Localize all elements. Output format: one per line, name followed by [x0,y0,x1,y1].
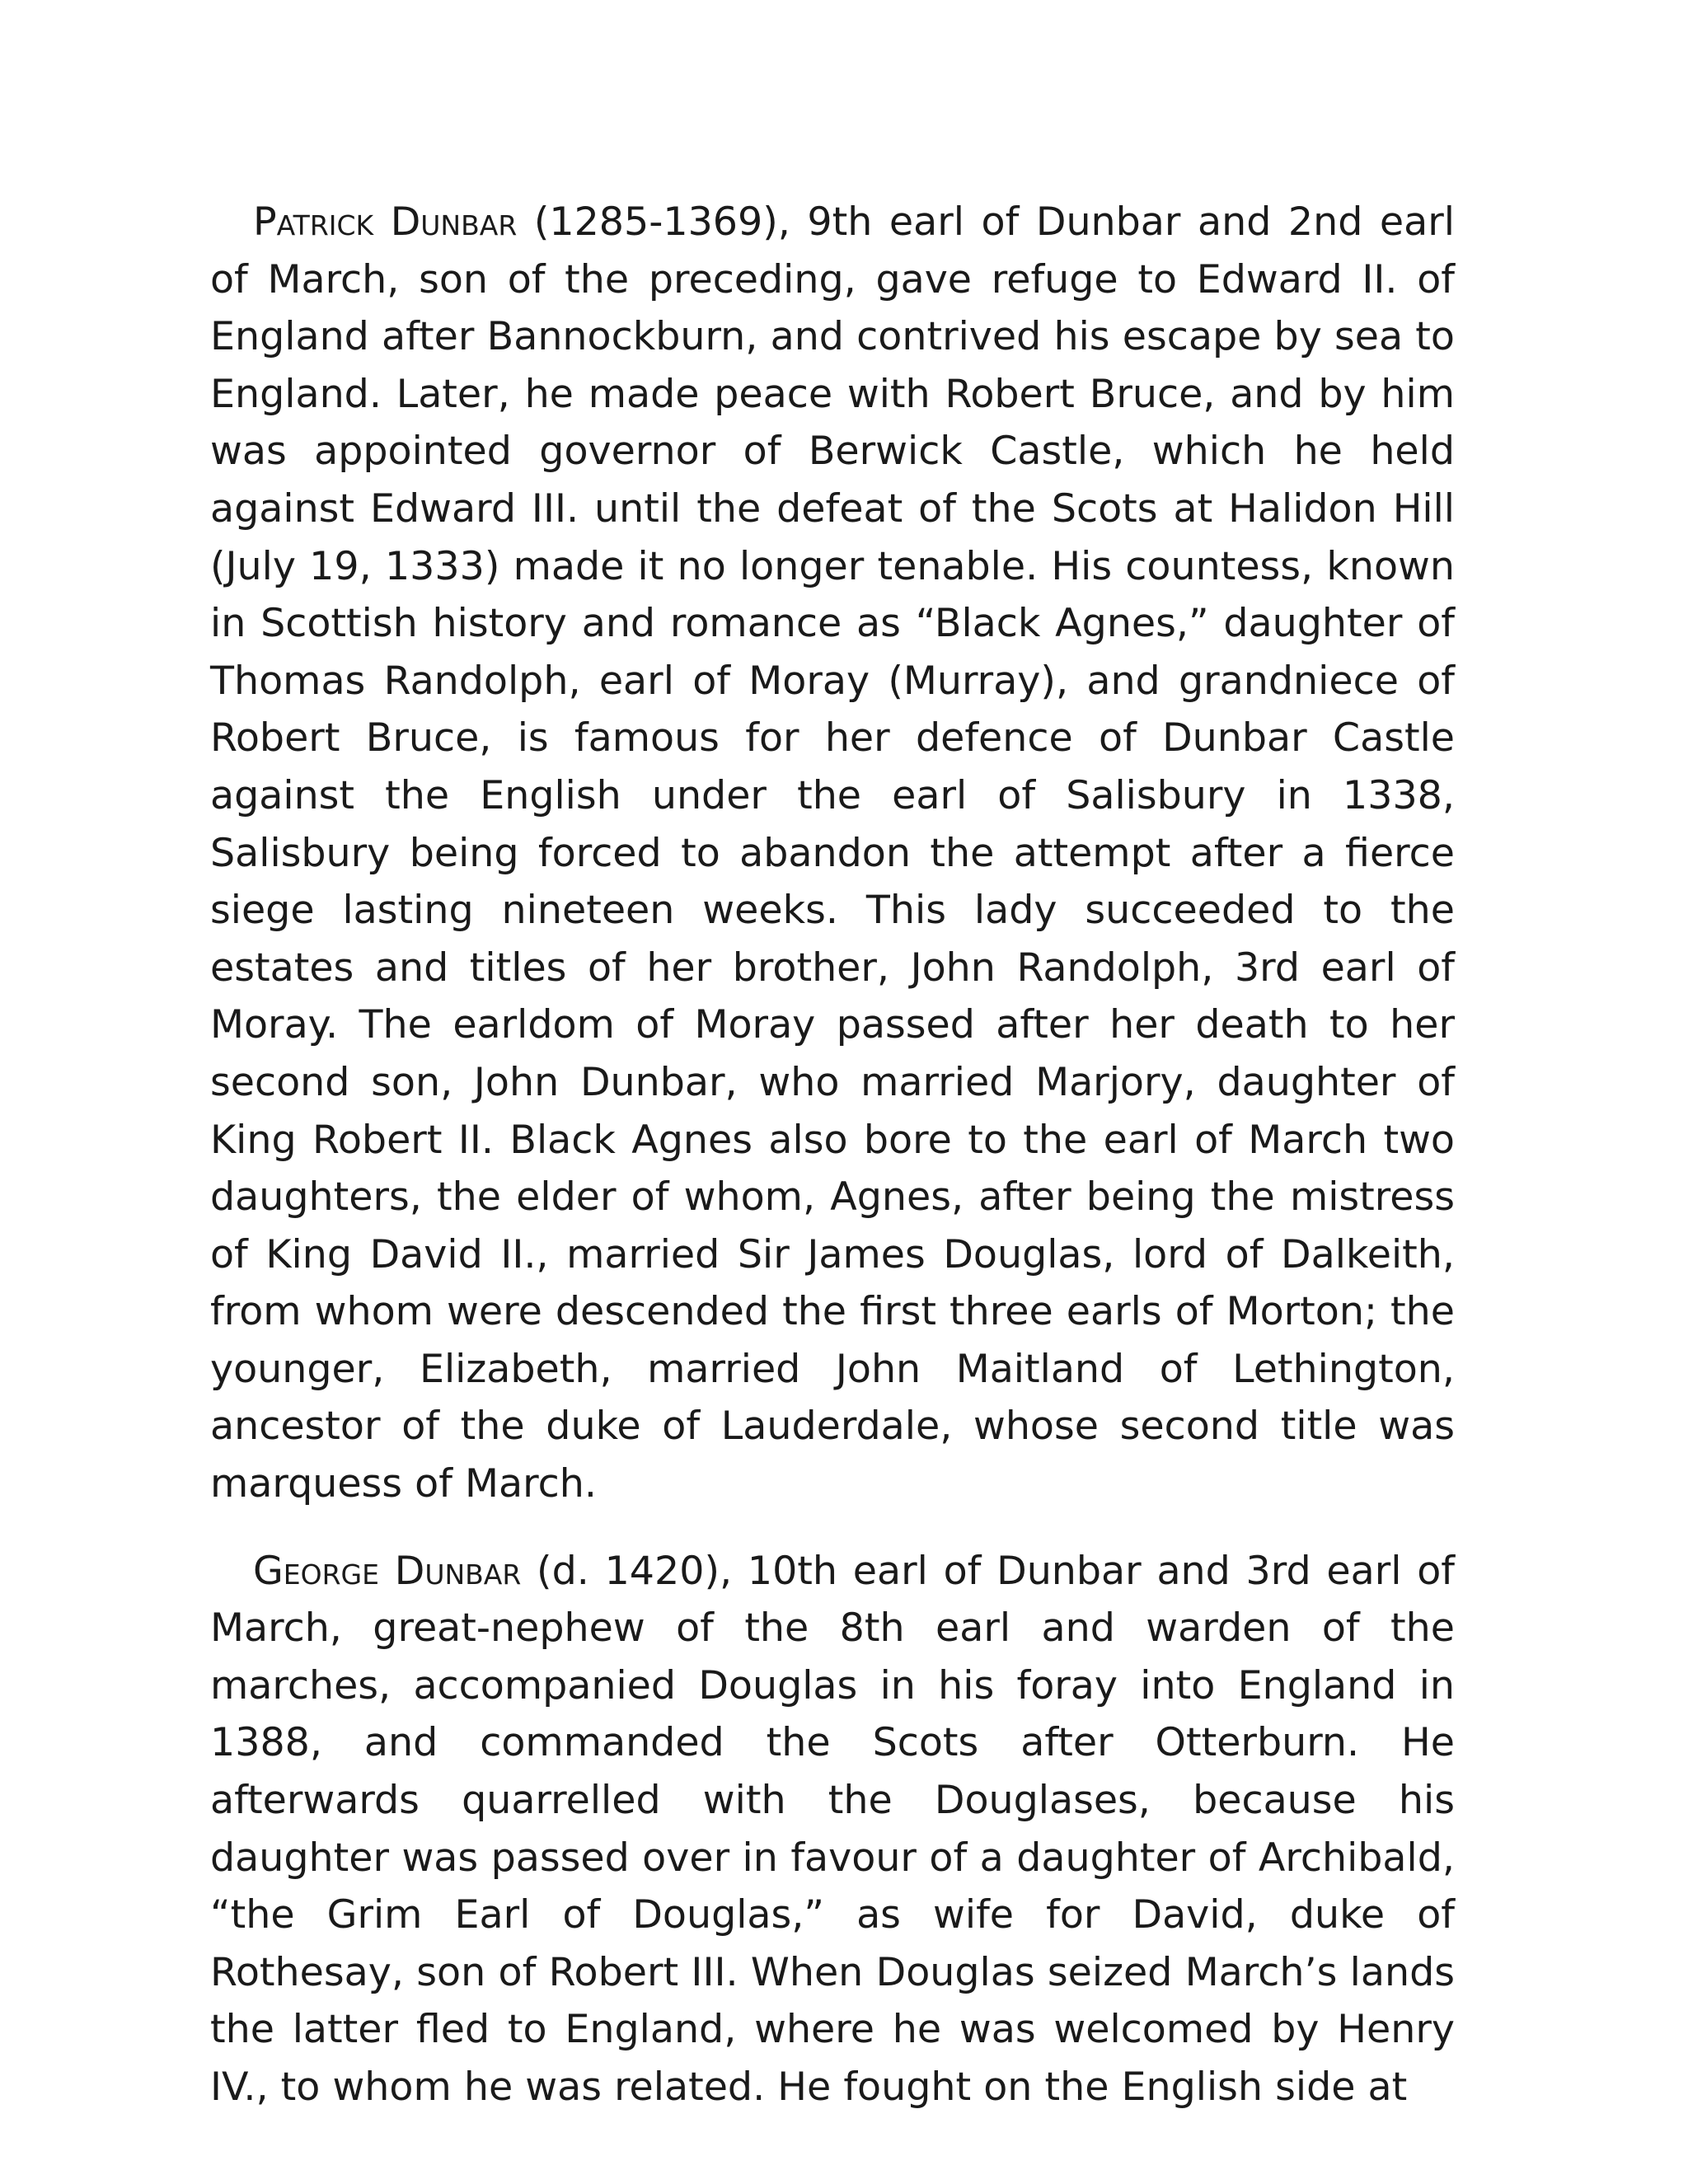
entry-body-text: (1285-1369), 9th earl of Dunbar and 2nd earl of March, son of the preceding, gave refuge to Edward II. of England after Bannockburn, and contrived his escape by sea to England. Later, he made peace with Robert Bruce, and by him was appointed governor of Berwick Castle, which he held against Edward III. until the defeat of the Scots at Halidon Hill (July 19, 1333) made it no longer tenable. His countess, known in Scottish history and romance as “Black Agnes,” daughter of Thomas Randolph, earl of Moray (Murray), and grandniece of Robert Bruce, is famous for her defence of Dunbar Castle against the English under the earl of Salisbury in 1338, Salisbury being forced to abandon the attempt after a fierce siege lasting nineteen weeks. This lady succeeded to the estates and titles of her brother, John Randolph, 3rd earl of Moray. The earldom of Moray passed after her death to her second son, John Dunbar, who married Marjory, daughter of King Robert II. Black Agnes also bore to the earl of March two daughters, the elder of whom, Agnes, after being the mistress of King David II., married Sir James Douglas, lord of Dalkeith, from whom were descended the first three earls of Morton; the younger, Elizabeth, married John Maitland of Lethington, ancestor of the duke of Lauderdale, whose second title was marquess of March. [210,199,1455,1507]
entry-body-text: (d. 1420), 10th earl of Dunbar and 3rd earl of March, great-nephew of the 8th earl and warden of the marches, accompanied Douglas in his foray into England in 1388, and commanded the Scots after Otterburn. He afterwards quarrelled with the Douglases, because his daughter was passed over in favour of a daughter of Archibald, “the Grim Earl of Douglas,” as wife for David, duke of Rothesay, son of Robert III. When Douglas seized March’s lands the latter fled to England, where he was welcomed by Henry IV., to whom he was related. He fought on the English side at [210,1548,1455,2110]
entry-patrick-dunbar [210,194,1455,1513]
document-page [210,194,1455,2116]
entry-name-heading: George Dunbar [253,1548,522,1594]
entry-george-dunbar [210,1543,1455,2116]
entry-name-heading: Patrick Dunbar [253,199,518,245]
